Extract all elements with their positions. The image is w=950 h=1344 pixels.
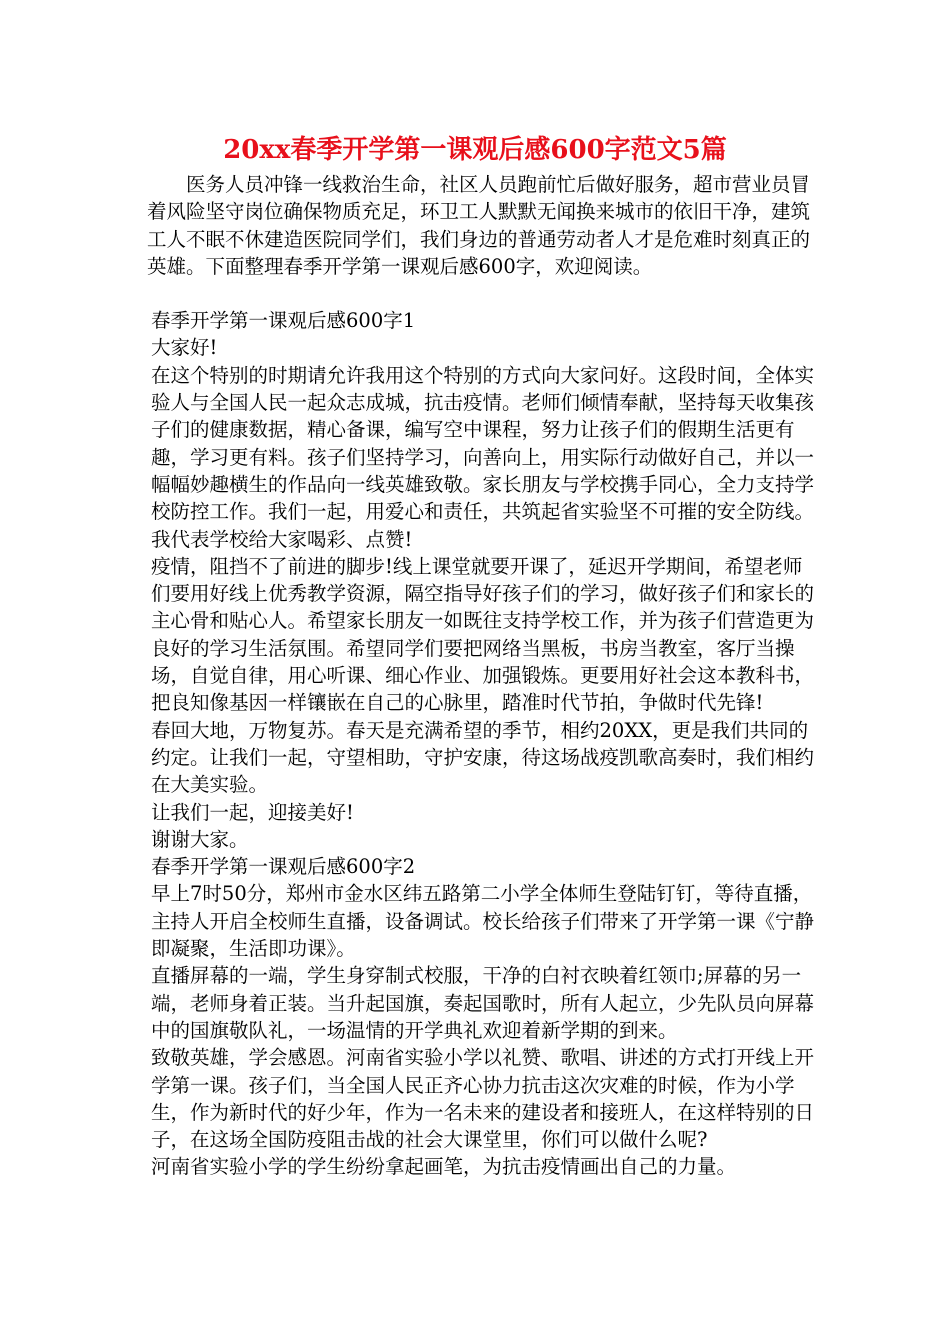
paragraph: 让我们一起，迎接美好!	[151, 800, 354, 824]
document-body	[147, 171, 815, 1181]
paragraph: 在这个特别的时期请允许我用这个特别的方式向大家问好。这段时间，全体实验人与全国人民一起众志成城，抗击疫情。老师们倾情奉献，坚持每天收集孩子们的健康数据，精心备课，编写空中课程，努力让孩子们的假期生活更有趣，学习更有料。孩子们坚持学习，向善向上，用实际行动做好自己，并以一幅幅妙趣横生的作品向一线英雄致敬。家长朋友与学校携手同心，全力支持学校防控工作。我们一起，用爱心和责任，共筑起省实验坚不可摧的安全防线。我代表学校给大家喝彩、点赞!	[151, 363, 815, 551]
paragraph: 致敬英雄，学会感恩。河南省实验小学以礼赞、歌唱、讲述的方式打开线上开学第一课。孩子们，当全国人民正齐心协力抗击这次灾难的时候，作为小学生，作为新时代的好少年，作为一名未来的建设者和接班人，在这样特别的日子，在这场全国防疫阻击战的社会大课堂里，你们可以做什么呢?	[151, 1046, 815, 1152]
paragraph: 河南省实验小学的学生纷纷拿起画笔，为抗击疫情画出自己的力量。	[151, 1155, 737, 1179]
paragraph: 春回大地，万物复苏。春天是充满希望的季节，相约20XX，更是我们共同的约定。让我们一起，守望相助，守护安康，待这场战疫凯歌高奏时，我们相约在大美实验。	[151, 718, 815, 797]
intro-paragraph: 医务人员冲锋一线救治生命，社区人员跑前忙后做好服务，超市营业员冒着风险坚守岗位确保物质充足，环卫工人默默无闻换来城市的依旧干净，建筑工人不眠不休建造医院同学们，我们身边的普通劳动者人才是危难时刻真正的英雄。下面整理春季开学第一课观后感600字，欢迎阅读。	[147, 173, 811, 278]
paragraph: 早上7时50分，郑州市金水区纬五路第二小学全体师生登陆钉钉，等待直播，主持人开启全校师生直播，设备调试。校长给孩子们带来了开学第一课《宁静即凝聚，生活即功课》。	[151, 882, 815, 961]
document-title: 20xx春季开学第一课观后感600字范文5篇	[223, 135, 727, 165]
paragraph: 大家好!	[151, 336, 218, 360]
paragraph: 谢谢大家。	[151, 827, 249, 851]
section-heading: 春季开学第一课观后感600字1	[151, 309, 416, 333]
paragraph: 直播屏幕的一端，学生身穿制式校服，干净的白衬衣映着红领巾;屏幕的另一端，老师身着正装。当升起国旗，奏起国歌时，所有人起立，少先队员向屏幕中的国旗敬队礼，一场温情的开学典礼欢迎着新学期的到来。	[151, 964, 815, 1042]
paragraph: 疫情，阻挡不了前进的脚步!线上课堂就要开课了，延迟开学期间，希望老师们要用好线上优秀教学资源，隔空指导好孩子们的学习，做好孩子们和家长的主心骨和贴心人。希望家长朋友一如既往支持学校工作，并为孩子们营造更为良好的学习生活氛围。希望同学们要把网络当黑板，书房当教室，客厅当操场，自觉自律，用心听课、细心作业、加强锻炼。更要用好社会这本教科书，把良知像基因一样镶嵌在自己的心脉里，踏准时代节拍，争做时代先锋!	[151, 554, 815, 715]
section-heading: 春季开学第一课观后感600字2	[151, 855, 416, 879]
